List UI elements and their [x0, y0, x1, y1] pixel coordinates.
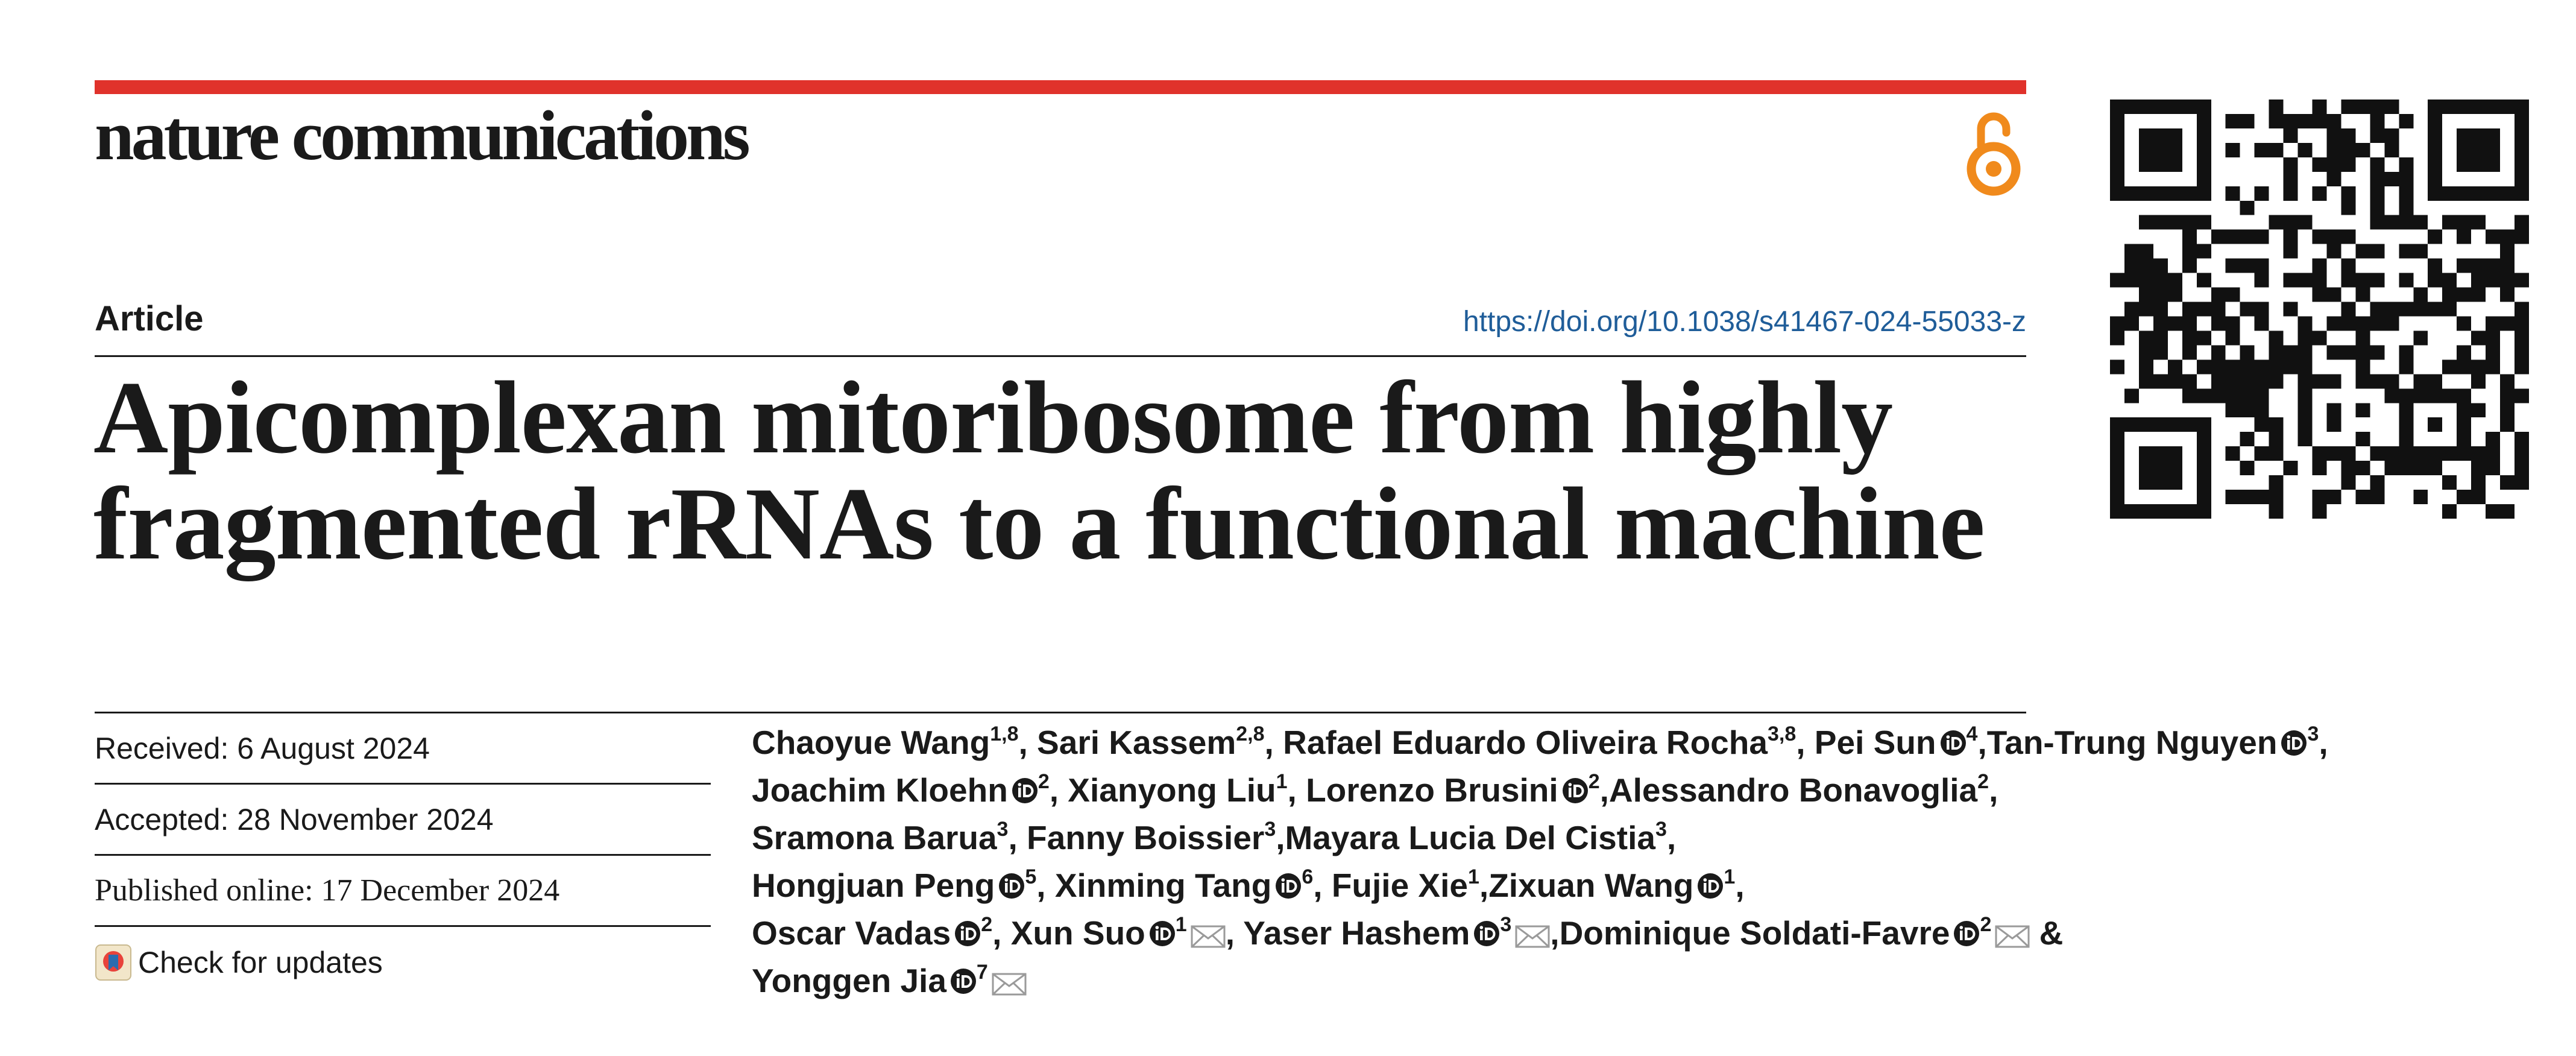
author-separator: ,: [2319, 724, 2328, 761]
author-entry: [752, 724, 1037, 761]
orcid-icon[interactable]: [998, 873, 1025, 899]
journal-name: nature communications: [95, 96, 748, 175]
author-entry: [1332, 867, 1488, 904]
author-entry: [1027, 819, 1285, 856]
orcid-icon[interactable]: [1562, 777, 1589, 804]
author-affiliation: 2: [981, 913, 993, 936]
author-name[interactable]: Xun Suo: [1010, 914, 1145, 952]
author-entry: [1987, 724, 2328, 761]
author-entry: [1283, 724, 1815, 761]
author-affiliation: 1,8: [990, 722, 1019, 745]
author-name[interactable]: Yaser Hashem: [1243, 914, 1470, 952]
author-name[interactable]: Mayara Lucia Del Cistia: [1285, 819, 1655, 856]
author-list: [752, 719, 2328, 1005]
author-entry: [1068, 771, 1306, 809]
author-name[interactable]: Zixuan Wang: [1488, 867, 1694, 904]
author-name[interactable]: Xianyong Liu: [1068, 771, 1276, 809]
author-affiliation: 3: [997, 818, 1009, 841]
check-for-updates-label: Check for updates: [138, 946, 383, 979]
accepted-date: Accepted: 28 November 2024: [95, 785, 711, 856]
author-affiliation: 3: [1264, 818, 1276, 841]
email-icon[interactable]: [1515, 925, 1550, 948]
author-separator: ,: [1550, 914, 1560, 952]
author-separator: ,: [1276, 819, 1285, 856]
author-entry: [1306, 771, 1609, 809]
qr-code-icon[interactable]: [2110, 100, 2529, 519]
title-rule: [95, 355, 2026, 357]
email-icon[interactable]: [1995, 925, 2030, 948]
dates-panel: [95, 713, 711, 998]
author-name[interactable]: Sramona Barua: [752, 819, 997, 856]
orcid-icon[interactable]: [1940, 730, 1967, 756]
author-affiliation: 5: [1025, 865, 1037, 888]
author-separator: ,: [1479, 867, 1489, 904]
author-entry: [1011, 914, 1244, 952]
author-separator: ,: [1977, 724, 1987, 761]
author-separator: ,: [1008, 819, 1027, 856]
author-line: [752, 767, 2042, 814]
published-date: Published online: 17 December 2024: [95, 856, 711, 927]
author-name[interactable]: Alessandro Bonavoglia: [1608, 771, 1978, 809]
orcid-icon[interactable]: [1149, 920, 1176, 947]
author-name[interactable]: Lorenzo Brusini: [1306, 771, 1558, 809]
header-accent-bar: [95, 80, 2026, 94]
author-affiliation: 3,8: [1767, 722, 1797, 745]
author-entry: [752, 962, 1027, 999]
author-entry: [752, 819, 1027, 856]
author-separator: ,: [1225, 914, 1244, 952]
author-line: [752, 909, 2064, 957]
author-separator: ,: [1735, 867, 1745, 904]
author-name[interactable]: Dominique Soldati-Favre: [1559, 914, 1950, 952]
author-affiliation: 1: [1724, 865, 1736, 888]
orcid-icon[interactable]: [1012, 777, 1038, 804]
author-separator: ,: [1264, 724, 1283, 761]
author-name[interactable]: Xinming Tang: [1054, 867, 1272, 904]
author-name[interactable]: Rafael Eduardo Oliveira Rocha: [1283, 724, 1768, 761]
author-entry: [1055, 867, 1332, 904]
author-name[interactable]: Joachim Kloehn: [752, 771, 1008, 809]
article-title: [93, 361, 2041, 581]
author-line: [752, 719, 2328, 767]
orcid-icon[interactable]: [2281, 730, 2307, 756]
author-affiliation: 3: [1655, 818, 1667, 841]
author-affiliation: 2: [1038, 770, 1050, 793]
title-line-2: fragmented rRNAs to a functional machine: [93, 467, 1985, 581]
author-affiliation: 2: [1588, 770, 1600, 793]
author-separator: &: [2030, 914, 2064, 952]
author-name[interactable]: Pei Sun: [1814, 724, 1936, 761]
article-type: Article: [95, 299, 204, 338]
author-entry: [1815, 724, 1987, 761]
author-separator: ,: [1018, 724, 1038, 761]
author-entry: [1037, 724, 1283, 761]
author-separator: ,: [1036, 867, 1055, 904]
author-affiliation: 1: [1175, 913, 1187, 936]
open-access-lock-icon[interactable]: [1960, 103, 2027, 199]
orcid-icon[interactable]: [950, 968, 977, 994]
author-entry: [1285, 819, 1677, 856]
author-affiliation: 6: [1302, 865, 1314, 888]
author-name[interactable]: Oscar Vadas: [752, 914, 951, 952]
orcid-icon[interactable]: [1953, 920, 1980, 947]
author-name[interactable]: Fujie Xie: [1331, 867, 1468, 904]
author-name[interactable]: Tan-Trung Nguyen: [1986, 724, 2278, 761]
author-line: [752, 957, 2042, 1005]
author-name[interactable]: Sari Kassem: [1037, 724, 1236, 761]
author-line: [752, 862, 2042, 909]
author-name[interactable]: Chaoyue Wang: [752, 724, 990, 761]
author-separator: ,: [1796, 724, 1815, 761]
author-separator: ,: [1313, 867, 1332, 904]
author-separator: ,: [992, 914, 1011, 952]
author-separator: ,: [1049, 771, 1068, 809]
author-affiliation: 3: [1500, 913, 1512, 936]
author-affiliation: 4: [1966, 722, 1978, 745]
email-icon[interactable]: [1191, 925, 1226, 948]
author-affiliation: 2,8: [1236, 722, 1265, 745]
received-date: Received: 6 August 2024: [95, 713, 711, 785]
author-separator: ,: [1287, 771, 1306, 809]
orcid-icon[interactable]: [954, 920, 981, 947]
author-affiliation: 2: [1977, 770, 1989, 793]
author-separator: ,: [1666, 819, 1677, 856]
author-entry: [1488, 867, 1744, 904]
author-name[interactable]: Fanny Boissier: [1027, 819, 1265, 856]
author-affiliation: 1: [1468, 865, 1479, 888]
orcid-icon[interactable]: [1275, 873, 1302, 899]
author-entry: [1243, 914, 1559, 952]
author-affiliation: 1: [1276, 770, 1288, 793]
author-separator: ,: [1989, 771, 1998, 809]
check-for-updates-icon: [95, 944, 132, 981]
author-affiliation: 2: [1980, 913, 1992, 936]
email-icon[interactable]: [992, 973, 1027, 996]
author-line: [752, 814, 2042, 862]
author-name[interactable]: Hongjuan Peng: [752, 867, 995, 904]
orcid-icon[interactable]: [1697, 873, 1724, 899]
author-entry: [752, 867, 1055, 904]
author-affiliation: 3: [2307, 722, 2319, 745]
author-separator: ,: [1599, 771, 1609, 809]
orcid-icon[interactable]: [1473, 920, 1500, 947]
author-affiliation: 7: [976, 961, 988, 984]
author-entry: [1609, 771, 1998, 809]
doi-link[interactable]: https://doi.org/10.1038/s41467-024-55033-z: [1463, 306, 2026, 338]
author-name[interactable]: Yonggen Jia: [752, 962, 946, 999]
check-for-updates-button[interactable]: [95, 927, 711, 998]
author-entry: [1560, 914, 2064, 952]
author-entry: [752, 914, 1011, 952]
title-line-1: Apicomplexan mitoribosome from highly: [93, 361, 1893, 475]
author-entry: [752, 771, 1068, 809]
